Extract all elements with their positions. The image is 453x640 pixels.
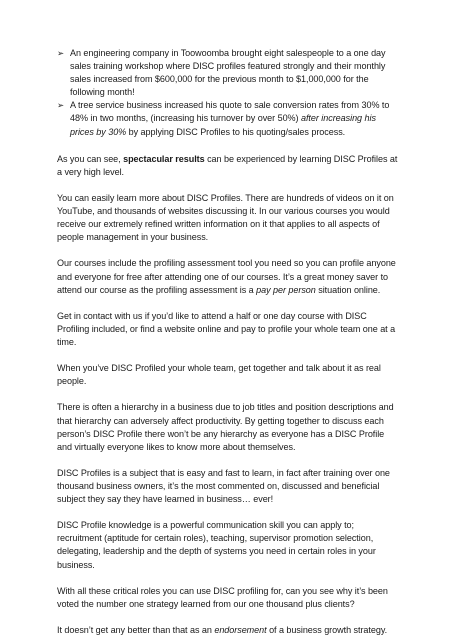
paragraph-profiled-team: When you’ve DISC Profiled your whole team, get together and talk about it as real people. [57, 363, 381, 387]
bullet-italic-text: after increasing his prices by 30% [70, 113, 376, 137]
bullet-text-end: by applying DISC Profiles to his quoting/sales process. [126, 126, 346, 137]
paragraph-communication-skill: DISC Profile knowledge is a powerful communication skill you can apply to; recruitment (aptitude for certain roles), teaching, supervisor promotion selection, delegating, leadership and the depth of systems you need in certain roles in your business. [57, 520, 376, 570]
bullet-text: An engineering company in Toowoomba brought eight salespeople to a one day sales training workshop where DISC profiles featured strongly and their monthly sales increased from $600,000 for the previous month to $1,000,000 for the following month! [70, 48, 386, 98]
italic-emphasis: pay per person [256, 284, 316, 295]
paragraph-contact: Get in contact with us if you’d like to attend a half or one day course with DISC Profiling included, or find a website online and pay to profile your whole team one at a time. [57, 310, 396, 347]
paragraph-text: Our courses include the profiling assessment tool you need so you can profile anyone and everyone for free after attending one of our courses. It’s a great money saver to attend our course as the profiling assessment is a [57, 258, 396, 295]
bold-emphasis: spectacular results [123, 153, 205, 164]
italic-emphasis: endorsement [214, 625, 267, 636]
paragraph-text: of a business growth strategy. [266, 625, 388, 636]
bullet-item-tree-service [57, 99, 399, 138]
document-body [57, 47, 399, 637]
paragraph-text: As you can see, [57, 153, 124, 164]
bullet-item-engineering [57, 47, 399, 99]
paragraph-text: It doesn’t get any better than that as an [57, 625, 215, 636]
paragraph-easy-to-learn: DISC Profiles is a subject that is easy and fast to learn, in fact after training over one thousand business owners, it’s the most commented on, discussed and beneficial subject they say they have learned in business… ever! [57, 467, 390, 505]
paragraph-text: situation online. [315, 284, 381, 295]
paragraph-hierarchy: There is often a hierarchy in a business due to job titles and position descriptions and that hierarchy can adversely affect productivity. By getting together to discuss each person’s DISC Profile there won’t be any hierarchy as everyone has a DISC Profile and virtually everyone likes to know more about themselves. [57, 402, 394, 452]
paragraph-critical-roles: With all these critical roles you can use DISC profiling for, can you see why it’s been voted the number one strategy learned from our one thousand plus clients? [57, 585, 388, 609]
paragraph-results [57, 153, 399, 179]
paragraph-endorsement [57, 624, 399, 637]
paragraph-learn-more: You can easily learn more about DISC Profiles. There are hundreds of videos on it on YouTube, and thousands of websites discussing it. In our various courses you would receive our extremely refined written information on it that applies to all aspects of people management in your business. [57, 192, 394, 243]
bullet-text: A tree service business increased his quote to sale conversion rates from 30% to 48% in two months, (increasing his turnover by over 50%) [70, 100, 390, 124]
arrow-bullet-icon: ➢ [57, 100, 65, 111]
arrow-bullet-icon: ➢ [57, 48, 65, 58]
paragraph-courses [57, 257, 399, 296]
paragraph-text: can be experienced by learning DISC Profiles at a very high level. [57, 153, 398, 177]
